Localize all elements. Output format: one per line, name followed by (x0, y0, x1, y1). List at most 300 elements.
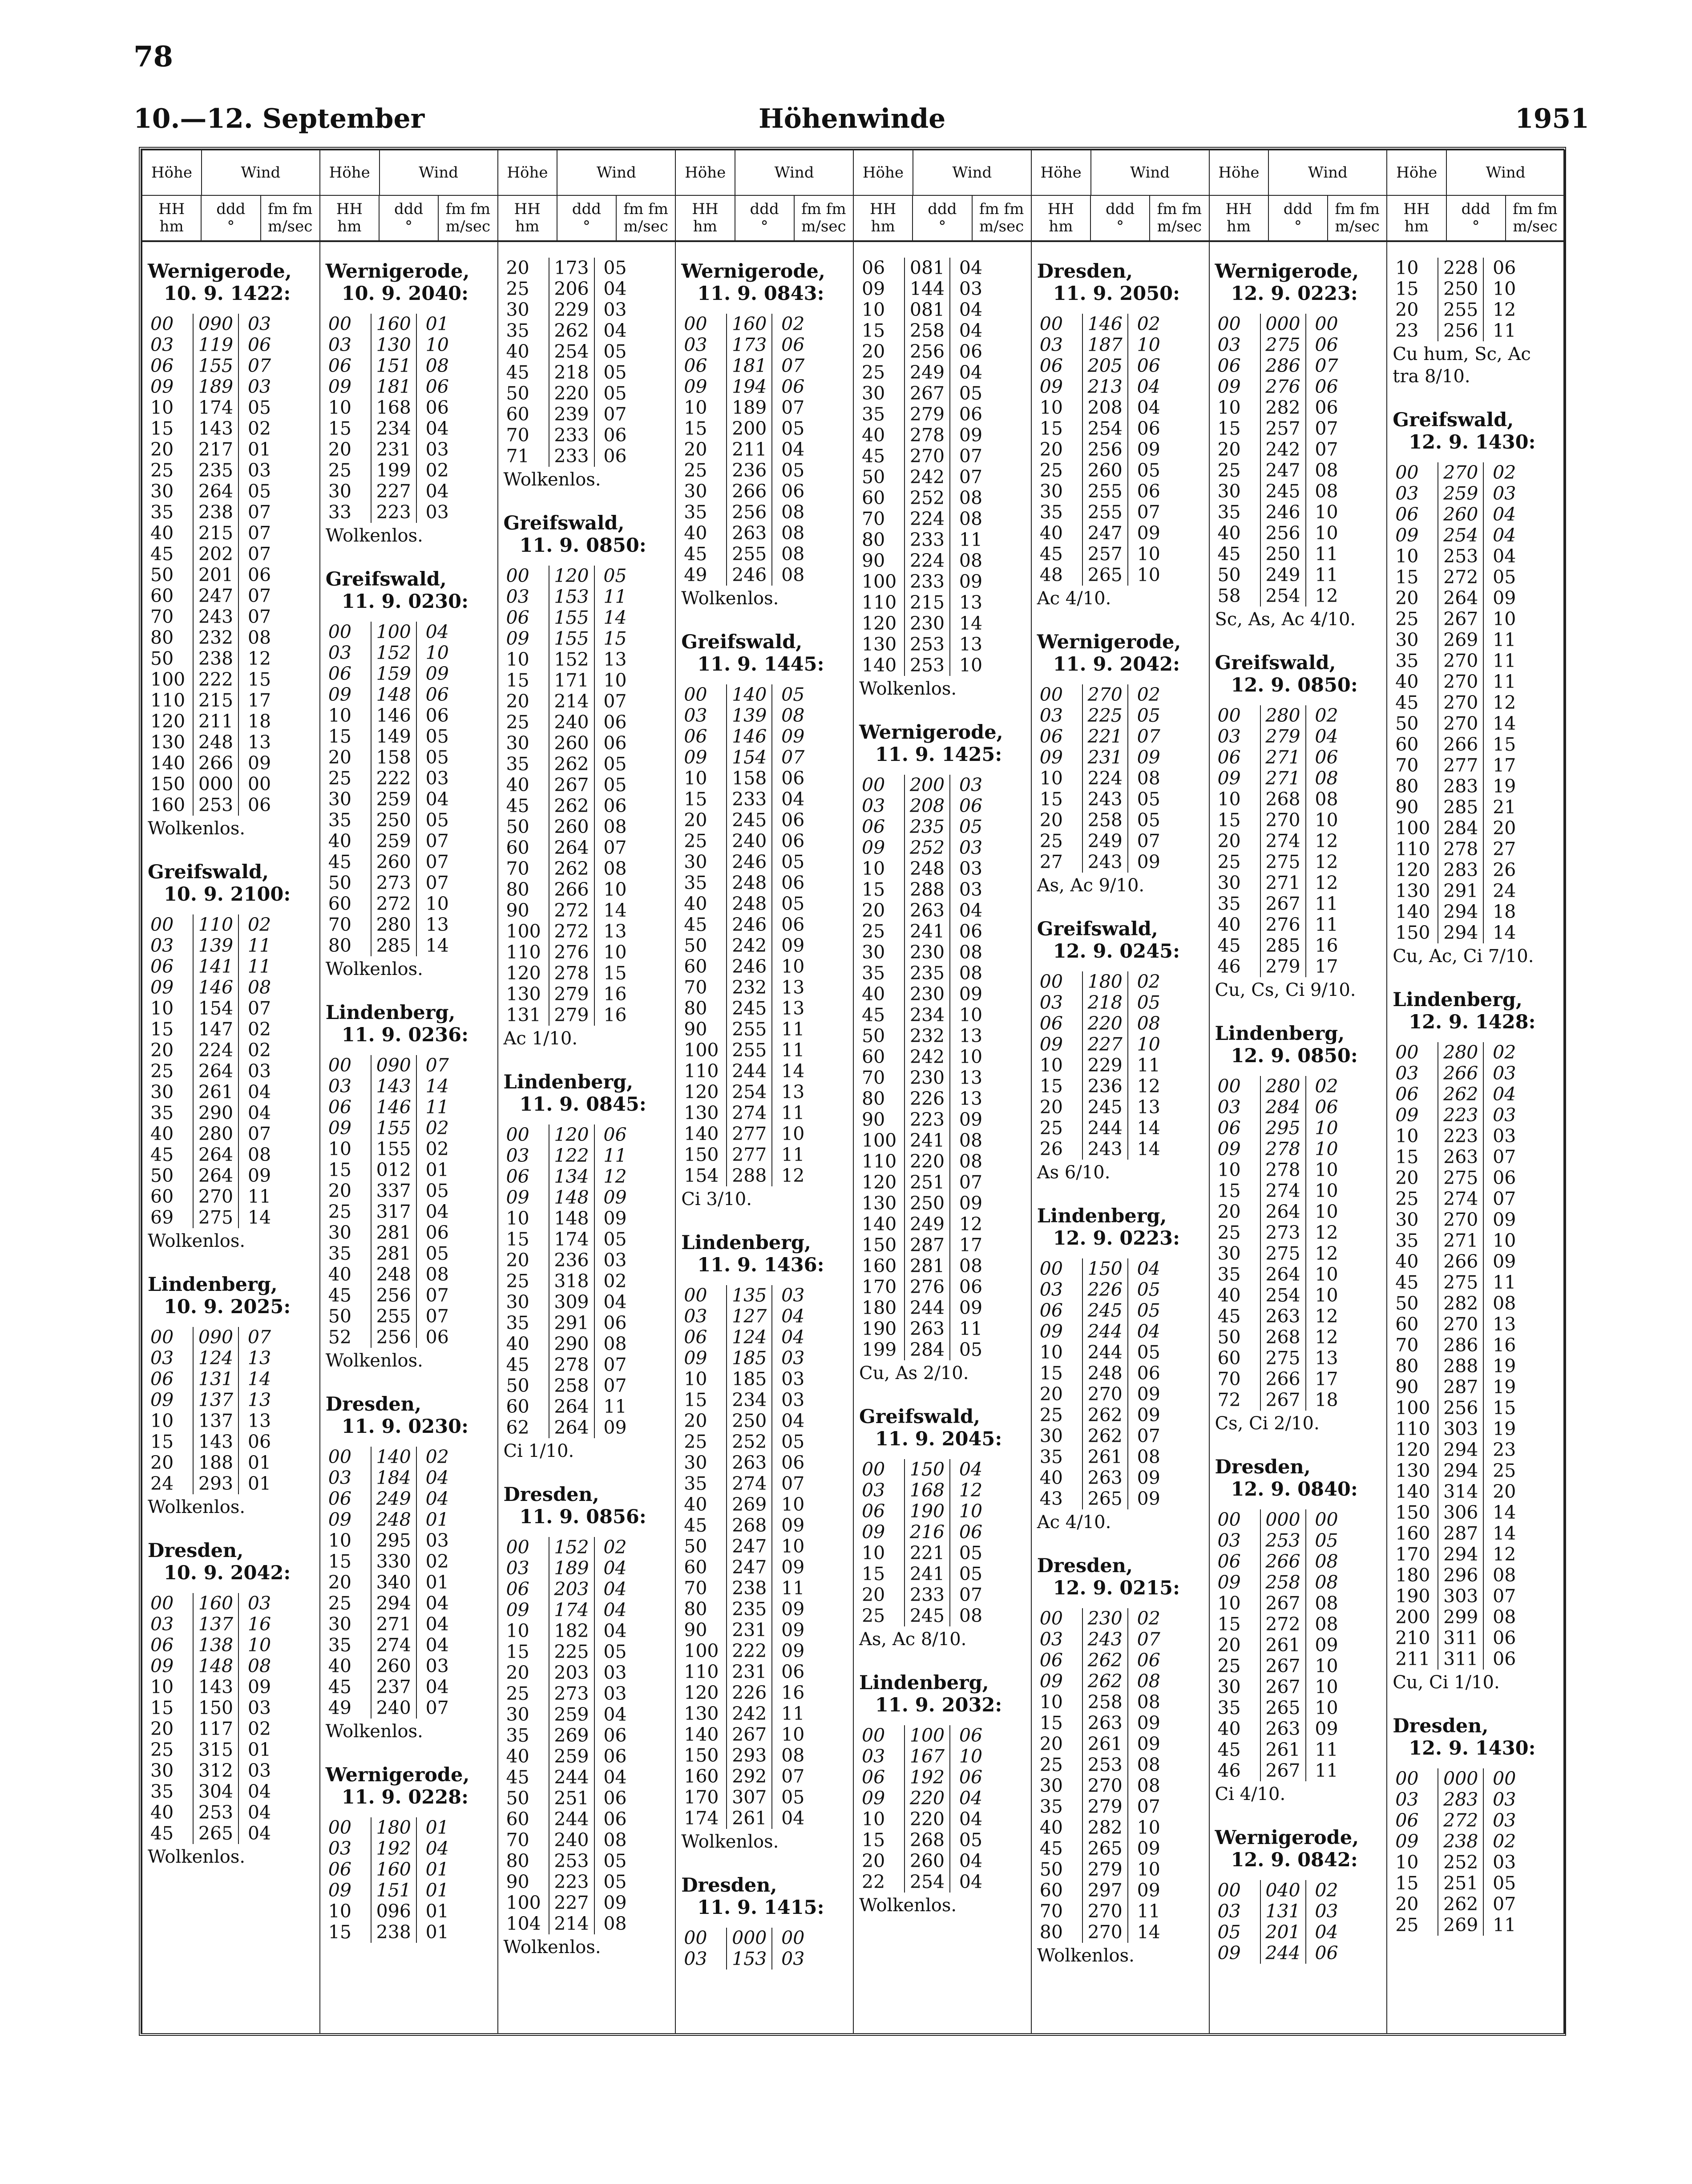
station-heading (1393, 409, 1562, 453)
data-row (504, 942, 673, 963)
data-row (1215, 1922, 1384, 1943)
data-row (1393, 818, 1562, 839)
data-row (1393, 1147, 1562, 1168)
data-row (1393, 1502, 1562, 1523)
direction-cell: 256 (1438, 320, 1483, 341)
direction-cell: 291 (1438, 881, 1483, 902)
data-row (148, 1781, 317, 1802)
direction-cell: 271 (371, 1614, 416, 1635)
data-row (1215, 726, 1384, 747)
height-cell: 35 (1217, 502, 1241, 523)
speed-cell: 08 (949, 509, 991, 530)
direction-cell: 220 (904, 1151, 949, 1172)
height-cell: 00 (150, 914, 174, 935)
hoehe-label: Höhe (507, 164, 548, 182)
data-row (1215, 768, 1384, 789)
speed-cell: 05 (1127, 1342, 1169, 1363)
direction-cell: 266 (1260, 1369, 1305, 1390)
height-cell: 70 (862, 508, 885, 530)
height-cell: 140 (684, 1724, 719, 1745)
speed-cell: 01 (416, 1859, 458, 1880)
height-cell: 20 (1039, 809, 1063, 831)
data-row (1215, 523, 1384, 544)
data-row (859, 963, 1028, 984)
remark: Wolkenlos. (148, 1497, 246, 1517)
direction-cell: 278 (1260, 1139, 1305, 1160)
data-row (681, 684, 850, 705)
speed-cell: 14 (1483, 713, 1525, 734)
wind-label: Wind (1090, 150, 1209, 195)
height-cell: 06 (328, 355, 351, 376)
data-row (1215, 956, 1384, 977)
speed-cell: 18 (238, 711, 280, 732)
data-row (859, 383, 1028, 404)
direction-cell: 228 (1438, 258, 1483, 279)
data-row (859, 1851, 1028, 1872)
speed-cell: 13 (949, 1068, 991, 1088)
speed-cell: 02 (1127, 1608, 1169, 1629)
speed-cell: 04 (238, 1103, 280, 1124)
speed-cell: 06 (949, 1767, 991, 1788)
direction-cell: 090 (193, 1327, 238, 1348)
data-row (859, 1109, 1028, 1130)
data-row (326, 1306, 495, 1327)
data-row (1215, 1222, 1384, 1243)
height-cell: 40 (1039, 1817, 1063, 1838)
direction-cell: 260 (904, 1851, 949, 1872)
station-heading (859, 721, 1028, 766)
data-row (504, 1271, 673, 1292)
height-cell: 70 (506, 425, 529, 446)
data-row (681, 1285, 850, 1306)
height-cell: 45 (328, 1285, 351, 1306)
speed-cell: 06 (238, 795, 280, 816)
column-body (1209, 241, 1387, 2034)
data-row (504, 1830, 673, 1851)
data-row (1037, 1055, 1206, 1076)
station-heading (1393, 989, 1562, 1033)
height-cell: 170 (862, 1276, 897, 1298)
speed-cell: 13 (238, 1390, 280, 1411)
data-row (681, 1473, 850, 1494)
direction-cell: 137 (193, 1390, 238, 1411)
speed-cell: 18 (1305, 1390, 1347, 1411)
speed-cell: 09 (1127, 1713, 1169, 1734)
speed-cell: 02 (1305, 1880, 1347, 1901)
height-cell: 20 (150, 1039, 174, 1061)
height-cell: 20 (862, 1584, 885, 1606)
station-name: Dresden, (503, 1484, 599, 1506)
hh-label: HH (158, 200, 185, 218)
direction-cell: 259 (1438, 483, 1483, 504)
data-row (1393, 630, 1562, 651)
direction-cell: 259 (549, 1746, 594, 1767)
direction-cell: 223 (549, 1872, 594, 1893)
direction-cell: 230 (904, 613, 949, 634)
column-body (1387, 241, 1565, 2034)
height-cell: 100 (684, 1039, 719, 1061)
speed-cell: 08 (1305, 1614, 1347, 1635)
hh-label: HH (692, 200, 719, 218)
data-row (1393, 1915, 1562, 1936)
speed-cell: 00 (1305, 1509, 1347, 1530)
data-row (681, 1145, 850, 1165)
direction-cell: 154 (193, 998, 238, 1019)
column-head (853, 150, 1031, 195)
direction-cell: 232 (904, 1026, 949, 1047)
direction-cell: 296 (1438, 1565, 1483, 1586)
speed-cell: 10 (416, 894, 458, 914)
height-cell: 30 (1217, 1243, 1241, 1264)
data-row (1037, 1692, 1206, 1713)
height-cell: 40 (328, 830, 351, 852)
direction-cell: 245 (1082, 1300, 1127, 1321)
data-row (681, 502, 850, 523)
height-cell: 40 (1039, 1467, 1063, 1488)
deg-label: ° (1116, 218, 1124, 235)
direction-cell: 270 (1082, 684, 1127, 705)
direction-cell: 244 (1082, 1118, 1127, 1139)
direction-cell: 278 (549, 1355, 594, 1375)
direction-cell: 270 (1082, 1384, 1127, 1405)
data-row (681, 1327, 850, 1348)
height-cell: 26 (1039, 1138, 1063, 1160)
data-row (326, 726, 495, 747)
speed-cell: 01 (238, 1452, 280, 1473)
data-row (326, 1097, 495, 1118)
speed-cell: 04 (594, 1621, 636, 1642)
speed-cell: 07 (1127, 1426, 1169, 1447)
direction-cell: 264 (1260, 1201, 1305, 1222)
data-row (859, 509, 1028, 530)
ms-label: m/sec (801, 218, 846, 235)
direction-cell: 220 (904, 1809, 949, 1830)
height-cell: 00 (328, 1055, 351, 1076)
data-row (504, 775, 673, 796)
direction-cell: 253 (1260, 1530, 1305, 1551)
data-row (504, 1704, 673, 1725)
direction-cell: 246 (726, 852, 771, 873)
speed-cell: 14 (1483, 1523, 1525, 1544)
speed-cell: 04 (594, 279, 636, 299)
data-row (1393, 1810, 1562, 1831)
speed-cell: 06 (949, 921, 991, 942)
height-cell: 45 (862, 1004, 885, 1026)
data-row (1393, 1768, 1562, 1789)
height-cell: 10 (1217, 397, 1241, 418)
direction-cell: 265 (1082, 1838, 1127, 1859)
direction-cell: 211 (193, 711, 238, 732)
speed-cell: 10 (594, 942, 636, 963)
remark: Wolkenlos. (503, 1937, 601, 1958)
direction-cell: 140 (371, 1447, 416, 1468)
direction-cell: 255 (726, 544, 771, 565)
speed-cell: 05 (416, 726, 458, 747)
direction-cell: 272 (549, 921, 594, 942)
data-row (148, 565, 317, 586)
data-row (326, 314, 495, 335)
height-cell: 25 (1395, 608, 1419, 630)
height-cell: 45 (150, 543, 174, 565)
direction-cell: 291 (549, 1313, 594, 1334)
remark: Wolkenlos. (148, 818, 246, 839)
speed-cell: 10 (1305, 1264, 1347, 1285)
height-cell: 80 (862, 1088, 885, 1109)
ms-label: m/sec (1157, 218, 1202, 235)
remark: Ac 4/10. (1037, 1512, 1111, 1533)
direction-cell: 215 (193, 523, 238, 544)
height-cell: 10 (684, 1368, 707, 1390)
speed-cell: 05 (771, 418, 813, 439)
height-cell: 60 (1395, 734, 1419, 755)
speed-cell: 06 (771, 1662, 813, 1682)
direction-cell: 258 (904, 320, 949, 341)
height-cell: 40 (506, 341, 529, 362)
direction-cell: 225 (549, 1642, 594, 1662)
direction-cell: 266 (1260, 1551, 1305, 1572)
speed-cell: 10 (594, 670, 636, 691)
height-cell: 00 (1395, 1768, 1419, 1789)
direction-cell: 218 (549, 362, 594, 383)
direction-cell: 203 (549, 1579, 594, 1600)
speed-cell: 04 (238, 1781, 280, 1802)
data-row (1393, 1168, 1562, 1189)
height-cell: 20 (1039, 439, 1063, 460)
data-row (148, 376, 317, 397)
data-row (504, 963, 673, 984)
data-row (326, 894, 495, 914)
speed-cell: 11 (771, 1145, 813, 1165)
height-cell: 15 (1395, 566, 1419, 588)
height-cell: 09 (862, 1521, 885, 1543)
direction-cell: 260 (371, 1656, 416, 1677)
data-row (859, 404, 1028, 425)
speed-cell: 08 (949, 963, 991, 984)
direction-cell: 263 (726, 1452, 771, 1473)
height-cell: 10 (1395, 257, 1419, 279)
station-date: 12. 9. 0850: (1231, 674, 1358, 696)
data-row (326, 1222, 495, 1243)
data-row (1393, 839, 1562, 860)
data-row (1215, 789, 1384, 810)
data-row (681, 376, 850, 397)
data-row (681, 1411, 850, 1432)
speed-cell: 07 (1483, 1894, 1525, 1915)
height-cell: 15 (150, 1019, 174, 1040)
data-row (1393, 320, 1562, 341)
height-cell: 03 (862, 1480, 885, 1501)
direction-cell: 096 (371, 1901, 416, 1922)
direction-cell: 257 (1260, 418, 1305, 439)
height-cell: 06 (1039, 355, 1063, 376)
height-cell: 06 (150, 956, 174, 977)
speed-cell: 02 (416, 460, 458, 481)
height-cell: 180 (862, 1297, 897, 1318)
height-cell: 15 (684, 789, 707, 810)
data-row (1037, 1922, 1206, 1943)
data-row (1215, 356, 1384, 376)
height-cell: 90 (1395, 797, 1419, 818)
data-row (1215, 1181, 1384, 1201)
height-cell: 80 (684, 1598, 707, 1620)
height-cell: 25 (1039, 1117, 1063, 1139)
data-row (1215, 1118, 1384, 1139)
data-row (504, 258, 673, 279)
data-row (326, 439, 495, 460)
direction-cell: 236 (726, 460, 771, 481)
data-row (1393, 1084, 1562, 1105)
data-row (148, 914, 317, 935)
height-cell: 06 (862, 257, 885, 279)
data-row (1037, 376, 1206, 397)
data-row (504, 566, 673, 586)
speed-cell: 14 (1127, 1139, 1169, 1160)
speed-cell: 08 (594, 858, 636, 879)
data-row (681, 977, 850, 998)
direction-cell: 248 (371, 1509, 416, 1530)
data-row (1037, 684, 1206, 705)
station-block (859, 1406, 1028, 1650)
height-cell: 25 (150, 1739, 174, 1760)
direction-cell: 249 (371, 1488, 416, 1509)
direction-cell: 299 (1438, 1607, 1483, 1628)
data-row (504, 1746, 673, 1767)
data-row (681, 1766, 850, 1787)
height-cell: 49 (328, 1697, 351, 1719)
data-row (1037, 1817, 1206, 1838)
height-cell: 150 (150, 773, 186, 795)
speed-cell: 13 (594, 649, 636, 670)
data-row (148, 1802, 317, 1823)
direction-cell: 256 (1438, 1398, 1483, 1419)
speed-cell: 09 (771, 1641, 813, 1662)
height-cell: 174 (684, 1808, 719, 1829)
data-row (1215, 1572, 1384, 1593)
data-row (148, 1369, 317, 1390)
direction-cell: 119 (193, 335, 238, 356)
speed-cell: 13 (1127, 1097, 1169, 1118)
speed-cell: 04 (949, 900, 991, 921)
data-row (1037, 1363, 1206, 1384)
speed-cell: 01 (416, 1817, 458, 1838)
direction-cell: 146 (371, 705, 416, 726)
speed-cell: 06 (416, 397, 458, 418)
speed-cell: 13 (949, 592, 991, 613)
data-row (859, 1256, 1028, 1277)
data-row (504, 1642, 673, 1662)
height-cell: 33 (328, 502, 351, 523)
speed-cell: 07 (1305, 439, 1347, 460)
height-cell: 06 (150, 1634, 174, 1656)
height-cell: 09 (1217, 1572, 1241, 1593)
speed-cell: 05 (416, 810, 458, 831)
data-row (681, 397, 850, 418)
speed-cell: 13 (949, 634, 991, 655)
speed-cell: 01 (238, 439, 280, 460)
speed-cell: 03 (594, 1250, 636, 1271)
data-row (681, 894, 850, 914)
direction-cell: 259 (549, 1704, 594, 1725)
speed-cell: 09 (771, 1620, 813, 1641)
speed-cell: 05 (238, 397, 280, 418)
data-row (1393, 1356, 1562, 1377)
remark: Wolkenlos. (503, 469, 601, 490)
data-row (1215, 1509, 1384, 1530)
direction-cell: 236 (549, 1250, 594, 1271)
height-cell: 25 (862, 921, 885, 942)
height-cell: 09 (506, 1599, 529, 1621)
direction-cell: 304 (193, 1781, 238, 1802)
station-block (681, 1874, 850, 1970)
speed-cell: 11 (771, 1103, 813, 1124)
height-cell: 10 (328, 1138, 351, 1160)
data-row (859, 299, 1028, 320)
speed-cell: 04 (949, 299, 991, 320)
direction-cell: 273 (549, 1683, 594, 1704)
height-cell: 110 (506, 942, 541, 963)
height-cell: 00 (150, 313, 174, 335)
direction-cell: 261 (193, 1082, 238, 1103)
data-row (148, 1348, 317, 1369)
speed-cell: 11 (771, 1040, 813, 1061)
speed-cell: 24 (1483, 881, 1525, 902)
speed-cell: 11 (771, 1019, 813, 1040)
ff-label: fm fm (1513, 200, 1558, 218)
speed-cell: 04 (594, 1292, 636, 1313)
direction-cell: 184 (371, 1468, 416, 1488)
speed-cell: 09 (771, 1557, 813, 1578)
direction-cell: 160 (726, 314, 771, 335)
height-cell: 110 (862, 592, 897, 613)
speed-cell: 23 (1483, 1440, 1525, 1460)
speed-cell: 04 (771, 1808, 813, 1829)
hh-label: HH (1047, 200, 1074, 218)
direction-cell: 253 (904, 655, 949, 676)
ff-label: fm fm (979, 200, 1024, 218)
height-cell: 15 (150, 418, 174, 439)
data-row (504, 1662, 673, 1683)
speed-cell: 08 (238, 977, 280, 998)
height-cell: 45 (1217, 1739, 1241, 1760)
data-row (148, 1327, 317, 1348)
data-row (1393, 1523, 1562, 1544)
data-row (1037, 523, 1206, 544)
speed-cell: 02 (1127, 314, 1169, 335)
height-cell: 150 (862, 1234, 897, 1256)
data-row (148, 1760, 317, 1781)
speed-cell: 06 (771, 376, 813, 397)
data-row (681, 418, 850, 439)
speed-cell: 03 (416, 1656, 458, 1677)
height-cell: 62 (506, 1417, 529, 1438)
speed-cell: 10 (1305, 810, 1347, 831)
speed-cell: 14 (416, 1076, 458, 1097)
direction-cell: 250 (1438, 279, 1483, 299)
height-cell: 120 (1395, 859, 1430, 881)
speed-cell: 11 (416, 1097, 458, 1118)
remark: Cu hum, Sc, Ac tra 8/10. (1393, 344, 1531, 387)
column-head (1031, 150, 1209, 195)
height-cell: 03 (328, 1838, 351, 1859)
data-row (326, 768, 495, 789)
direction-cell: 311 (1438, 1649, 1483, 1670)
column-body (142, 241, 320, 2034)
data-row (1215, 894, 1384, 914)
speed-cell: 09 (771, 1515, 813, 1536)
station-heading (1037, 260, 1206, 305)
data-row (1393, 546, 1562, 567)
height-cell: 00 (1217, 1880, 1241, 1901)
